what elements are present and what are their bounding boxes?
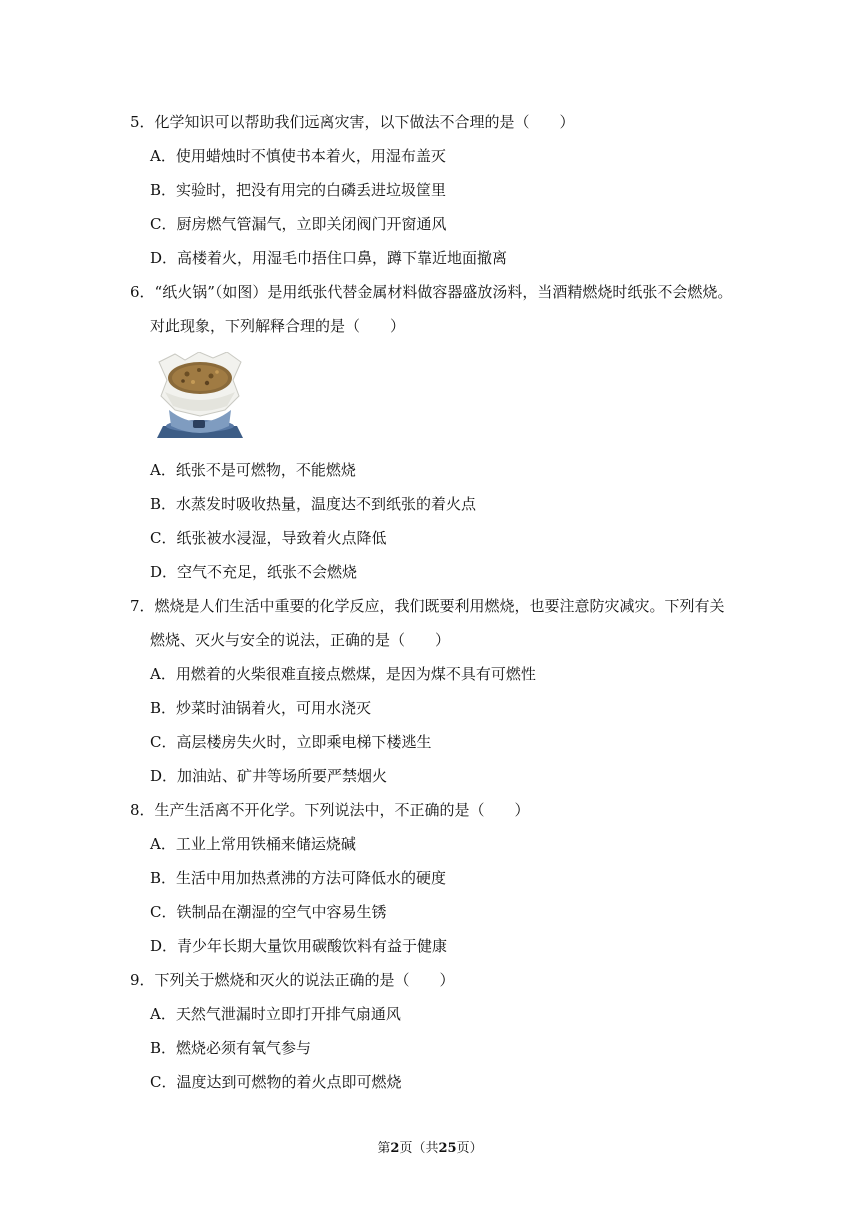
question-6-option-d: D．空气不充足，纸张不会燃烧 [150,563,358,581]
question-8-option-c: C．铁制品在潮湿的空气中容易生锈 [150,903,387,921]
question-6-option-c: C．纸张被水浸湿，导致着火点降低 [150,529,387,547]
question-7-option-d: D．加油站、矿井等场所要严禁烟火 [150,767,388,785]
footer-prefix: 第 [377,1141,391,1156]
question-6-option-a: A．纸张不是可燃物，不能燃烧 [150,461,356,479]
footer-middle: 页（共 [399,1141,439,1156]
question-5-option-d: D．高楼着火，用湿毛巾捂住口鼻，蹲下靠近地面撤离 [150,249,508,267]
question-8-option-b: B．生活中用加热煮沸的方法可降低水的硬度 [150,869,447,887]
question-7-option-a: A．用燃着的火柴很难直接点燃煤，是因为煤不具有可燃性 [150,665,536,683]
question-8-option-d: D．青少年长期大量饮用碳酸饮料有益于健康 [150,937,448,955]
paper-hotpot-icon [155,352,245,444]
question-9-option-b: B．燃烧必须有氧气参与 [150,1039,312,1057]
question-6-option-b: B．水蒸发时吸收热量，温度达不到纸张的着火点 [150,495,477,513]
question-7-stem-continued: 燃烧、灭火与安全的说法，正确的是（ ） [150,631,451,649]
question-9-option-a: A．天然气泄漏时立即打开排气扇通风 [150,1005,401,1023]
question-9-stem: 9．下列关于燃烧和灭火的说法正确的是（ ） [130,971,455,989]
question-7-option-b: B．炒菜时油锅着火，可用水浇灭 [150,699,372,717]
question-5-option-a: A．使用蜡烛时不慎使书本着火，用湿布盖灭 [150,147,446,165]
question-5-option-b: B．实验时，把没有用完的白磷丢进垃圾筐里 [150,181,447,199]
total-page-count: 25 [438,1141,457,1156]
question-6-stem: 6．“纸火锅”（如图）是用纸张代替金属材料做容器盛放汤料，当酒精燃烧时纸张不会燃烧。 [130,283,733,301]
current-page-number: 2 [390,1141,400,1156]
question-8-stem: 8．生产生活离不开化学。下列说法中，不正确的是（ ） [130,801,530,819]
question-6-stem-continued: 对此现象，下列解释合理的是（ ） [150,317,406,335]
question-5-option-c: C．厨房燃气管漏气，立即关闭阀门开窗通风 [150,215,447,233]
page-footer [0,1140,860,1158]
question-9-option-c: C．温度达到可燃物的着火点即可燃烧 [150,1073,402,1091]
question-8-option-a: A．工业上常用铁桶来储运烧碱 [150,835,356,853]
footer-suffix: 页） [456,1141,483,1156]
question-5-stem: 5．化学知识可以帮助我们远离灾害，以下做法不合理的是（ ） [130,113,575,131]
paper-hotpot-image [155,352,245,444]
question-7-option-c: C．高层楼房失火时，立即乘电梯下楼逃生 [150,733,432,751]
question-7-stem: 7．燃烧是人们生活中重要的化学反应，我们既要利用燃烧，也要注意防灾减灾。下列有关 [130,597,725,615]
